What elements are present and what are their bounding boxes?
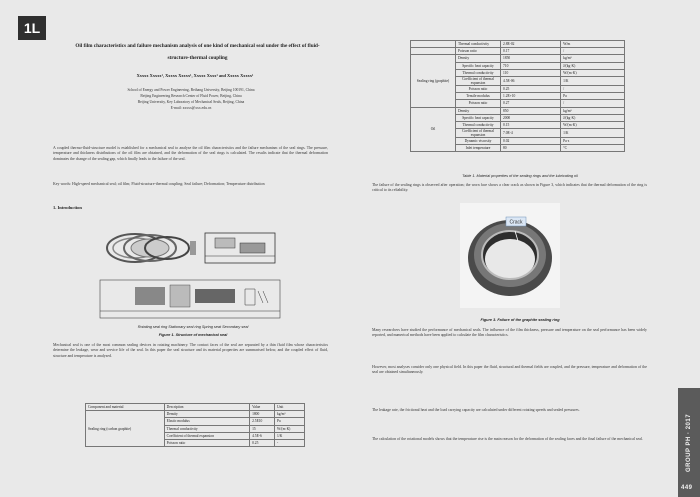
figure-3-caption: Figure 3. Failure of the graphite sealing ring <box>480 318 560 322</box>
section-heading: 1. Introduction <box>53 205 82 210</box>
paper-title: Oil film characteristics and failure mechanism analysis of one kind of mechanical seal under the effect of fluid-structure-thermal coupling <box>75 43 320 61</box>
table-cell <box>411 41 456 48</box>
table-cell: Density <box>456 107 501 114</box>
table-cell: 1850 <box>501 55 561 62</box>
table-cell: / <box>561 100 625 107</box>
table-cell: - <box>275 439 305 446</box>
table-cell: 0.25 <box>250 439 275 446</box>
figure-3-photo <box>460 203 560 308</box>
page-number: 449 <box>681 485 693 491</box>
body-paragraph: The leakage rate, the frictional heat and the load carrying capacity are calculated under different rotating speeds and sealed pressures. <box>372 408 580 412</box>
table-cell: 0.17 <box>501 48 561 55</box>
journal-logo: 1L <box>18 16 46 40</box>
table-cell: W/(m·K) <box>275 425 305 432</box>
table-cell: 1.2E+10 <box>501 93 561 100</box>
table-cell: Poisson ratio <box>456 85 501 92</box>
table-group-cell: Sealing ring (graphite) <box>411 55 456 107</box>
table-group-cell: Oil <box>411 107 456 152</box>
table-caption: Table 1. Material properties of the sealing rings and the lubricating oil <box>462 174 578 178</box>
table-cell: 2.5E10 <box>250 418 275 425</box>
body-paragraph: Many researchers have studied the performance of mechanical seals. The influence of the film thickness, pressure and temperature on the seal performance has been widely reported, and numerical methods have been applied to calculate the film characteristics. <box>372 328 647 338</box>
table-row <box>86 411 305 418</box>
material-table-2 <box>410 40 625 152</box>
table-cell: kg/m³ <box>561 55 625 62</box>
table-cell: kg/m³ <box>275 411 305 418</box>
material-table-1 <box>85 403 305 447</box>
table-cell: 4.5E-06 <box>501 76 561 85</box>
table-cell: Pa <box>561 93 625 100</box>
intro-paragraph: Mechanical seal is one of the most common sealing devices in rotating machinery. The contact faces of the seal are separated by a thin fluid film whose characteristics determine the leakage, wear and service life of the seal. In this paper the seal structure and its material properties are summarised below, and the coupled effect of fluid, structure and temperature is analysed. <box>53 343 328 358</box>
affiliation-line: Beijing Engineering Research Center of Fluid Power, Beijing, China <box>140 94 242 98</box>
figure-1-caption: Rotating seal ring Stationary seal ring Spring seat Secondary seal <box>137 325 249 329</box>
table-cell: Coefficient of thermal expansion <box>164 432 249 439</box>
table-cell: 110 <box>501 69 561 76</box>
table-header: Value <box>250 404 275 411</box>
figure-1-title: Figure 1. Structure of mechanical seal <box>158 333 228 337</box>
table-cell: Thermal conductivity <box>164 425 249 432</box>
table-cell: Inlet temperature <box>456 145 501 152</box>
table-header-row <box>86 404 305 411</box>
table-cell: Poisson ratio <box>164 439 249 446</box>
table-cell: 850 <box>501 107 561 114</box>
affiliation-line: E-mail: xxxxx@xxx.edu.cn <box>170 106 212 110</box>
table-cell: 1/K <box>561 129 625 138</box>
table-cell: Tensile modulus <box>456 93 501 100</box>
table-cell: Specific heat capacity <box>456 114 501 121</box>
affiliation-line: Beijing University, Key Laboratory of Mechanical Seals, Beijing, China <box>137 100 245 104</box>
affiliations <box>60 87 322 111</box>
table-cell: Specific heat capacity <box>456 62 501 69</box>
table-cell: Dynamic viscosity <box>456 138 501 145</box>
table-cell: Coefficient of thermal expansion <box>456 129 501 138</box>
table-cell: 1/K <box>275 432 305 439</box>
table-cell: 0.15 <box>501 121 561 128</box>
table-cell: Pa·s <box>561 138 625 145</box>
side-tab-label: GROUP PH · 2017 <box>686 413 693 472</box>
table-cell: 710 <box>501 62 561 69</box>
table-cell: 2.8E-02 <box>501 41 561 48</box>
table-row <box>411 48 625 55</box>
table-cell: 7.0E-4 <box>501 129 561 138</box>
table-cell: 0.27 <box>501 100 561 107</box>
table-header: Component and material <box>86 404 165 411</box>
table-group-cell: Sealing ring (carbon graphite) <box>86 411 165 447</box>
journal-side-tab <box>678 388 700 497</box>
table-cell: Poisson ratio <box>456 48 501 55</box>
affiliation-line: School of Energy and Power Engineering, Beihang University, Beijing 100191, China <box>127 88 255 92</box>
table-cell: 0.25 <box>501 85 561 92</box>
table-row <box>411 55 625 62</box>
table-cell: 15 <box>250 425 275 432</box>
table-cell: Coefficient of thermal expansion <box>456 76 501 85</box>
figure-1-illustration <box>95 223 285 273</box>
table-cell: °C <box>561 145 625 152</box>
table-cell: J/(kg·K) <box>561 114 625 121</box>
table-cell: Elastic modulus <box>164 418 249 425</box>
table-cell: 0.02 <box>501 138 561 145</box>
table-cell: W/(m·K) <box>561 69 625 76</box>
table-cell: / <box>561 85 625 92</box>
table-row <box>411 107 625 114</box>
table-header: Unit <box>275 404 305 411</box>
table-cell: Density <box>164 411 249 418</box>
table-cell: 1/K <box>561 76 625 85</box>
figure-1-cross-section <box>95 275 285 323</box>
body-paragraph: The calculation of the rotational models shows that the temperature rise is the main reason for the deformation of the sealing faces and the final failure of the mechanical seal. <box>372 437 643 441</box>
abstract: A coupled thermo-fluid-structure model is established for a mechanical seal to analyse the oil film characteristics and the failure mechanism of the seal rings. The pressure, temperature and thickness distributions of the oil film are obtained, and the deformation of the seal rings is calculated. The results indicate that the thermal deformation dominates the change of the sealing gap, which finally leads to the failure of the seal. <box>53 146 328 161</box>
table-cell: J/(kg·K) <box>561 62 625 69</box>
table-cell: W/m <box>561 41 625 48</box>
table-cell: Poisson ratio <box>456 100 501 107</box>
paper-authors: Xxxxx Xxxxx¹, Xxxxx Xxxxx¹, Xxxxx Xxxx¹ and Xxxxx Xxxxx¹ <box>136 73 254 78</box>
table-header: Description <box>164 404 249 411</box>
table-cell: 80 <box>501 145 561 152</box>
crack-label: Crack <box>509 219 523 226</box>
table-row <box>411 41 625 48</box>
body-paragraph: The failure of the sealing rings is observed after operation; the worn face shows a clear crack as shown in Figure 3, which indicates that the thermal deformation of the ring is critical to its reliability. <box>372 183 647 193</box>
keywords: Key words: High-speed mechanical seal; oil film; Fluid-structure-thermal coupling; Seal failure; Deformation; Temperature distribution <box>53 182 265 186</box>
table-cell: 4.5E-6 <box>250 432 275 439</box>
table-cell: Thermal conductivity <box>456 41 501 48</box>
table-cell <box>411 48 456 55</box>
table-cell: Density <box>456 55 501 62</box>
table-cell: kg/m³ <box>561 107 625 114</box>
table-cell: Thermal conductivity <box>456 121 501 128</box>
table-cell: W/(m·K) <box>561 121 625 128</box>
table-cell: Thermal conductivity <box>456 69 501 76</box>
table-cell: Pa <box>275 418 305 425</box>
table-cell: 2000 <box>501 114 561 121</box>
table-cell: 1800 <box>250 411 275 418</box>
table-cell: / <box>561 48 625 55</box>
body-paragraph: However, most analyses consider only one physical field. In this paper the fluid, structural and thermal fields are coupled, and the pressure, temperature and deformation of the seal are obtained simultaneously. <box>372 365 647 375</box>
